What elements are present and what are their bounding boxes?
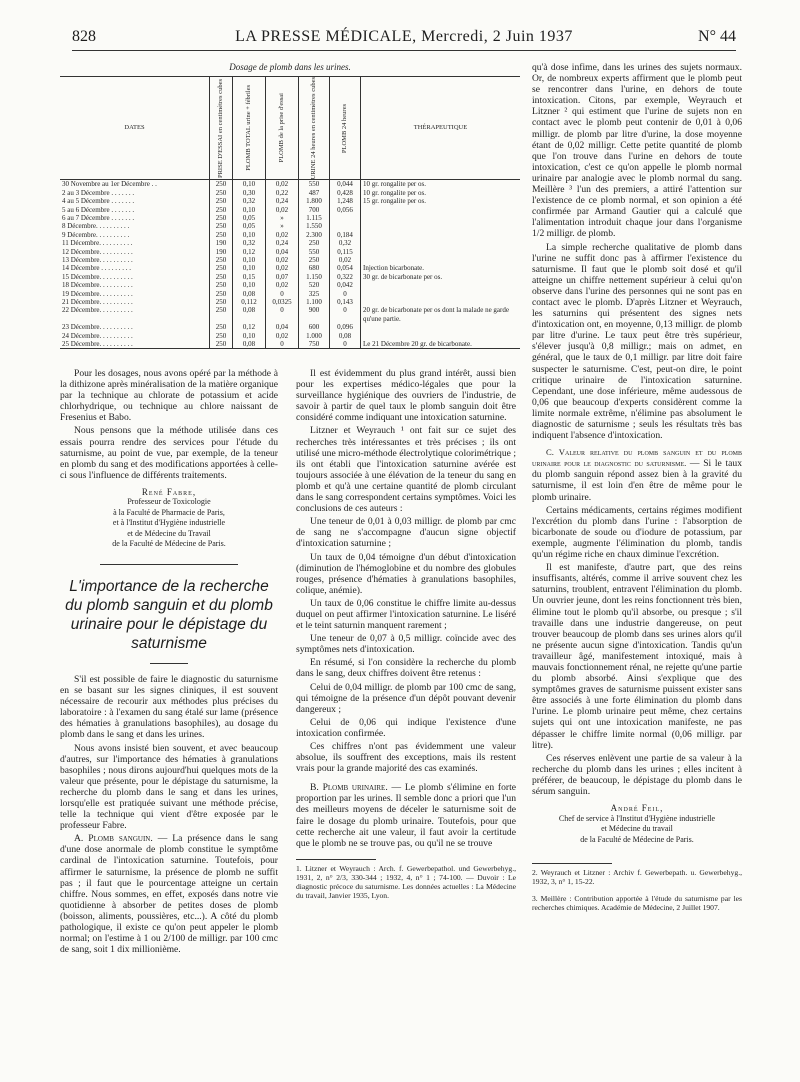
cell-plomb-total: 0,30 [233, 189, 266, 197]
cell-prise: 250 [210, 323, 233, 331]
table-row [60, 248, 520, 256]
page-header [72, 28, 736, 51]
cell-plomb: 0,24 [266, 239, 299, 247]
cell-therapeutique: 20 gr. de bicarbonate per os dont la malade ne garde qu'une partie. [361, 306, 521, 323]
table-row [60, 189, 520, 197]
cell-date: 13 Décembre. . . . . . . . . . [62, 256, 133, 264]
cell-date: 18 Décembre. . . . . . . . . . [62, 281, 133, 290]
cell-plomb24: 0 [330, 306, 361, 323]
table-row [60, 323, 520, 331]
table-caption: Dosage de plomb dans les urines. [229, 62, 351, 72]
cell-plomb: 0,04 [266, 248, 299, 256]
paragraph-insiste: Nous avons insisté bien souvent, et avec beaucoup d'autres, sur l'importance des hématies à granulations basophiles ; nous dirons aujourd'hui quelques mots de la valeur que présente, pour le dépistage du saturnisme, la recherche du plomb dans le sang et dans les urines, lorsqu'elle est pratiquée suivant une méthode précise, telle la technique qui vient d'être exposée par le professeur Fabre. [60, 742, 278, 832]
table-row [60, 332, 520, 340]
table-body [60, 180, 520, 349]
cell-date: 21 Décembre. . . . . . . . . . [62, 298, 133, 307]
cell-therapeutique [361, 332, 521, 340]
cell-therapeutique: Injection bicarbonate. [361, 264, 521, 272]
column-2 [296, 368, 516, 907]
section-c-valeur-relative: C. Valeur relative du plomb sanguin et du plomb urinaire pour le diagnostic du saturnisme. — Si le taux du plomb sanguin répond assez bien à la gravité du saturnisme, il est loin d'en être de même pour le plomb urinaire. [532, 447, 742, 503]
cell-plomb: 0,24 [266, 197, 299, 205]
cell-plomb-total: 0,10 [233, 206, 266, 214]
cell-plomb: 0,07 [266, 273, 299, 281]
cell-date: 23 Décembre. . . . . . . . . . [62, 323, 133, 332]
table-row [60, 231, 520, 239]
col-header-plomb-total: PLOMB TOTAL urine + fébriles [233, 77, 266, 180]
cell-plomb-total: 0,112 [233, 298, 266, 306]
signature-fabre: René Fabre, Professeur de Toxicologie à la Faculté de Pharmacie de Paris, et à l'Institut d'Hygiène industrielle et de Médecine du Travail de la Faculté de Médecine de Paris. [112, 486, 226, 549]
cell-urine: 250 [299, 256, 330, 264]
cell-prise: 250 [210, 231, 233, 239]
column-1 [60, 368, 278, 955]
cell-plomb-total: 0,12 [233, 323, 266, 331]
cell-prise: 250 [210, 206, 233, 214]
col-header-plomb: PLOMB de la prise d'essai [266, 77, 299, 180]
cell-prise: 190 [210, 239, 233, 247]
cell-plomb: 0 [266, 306, 299, 323]
cell-plomb-total: 0,10 [233, 332, 266, 340]
cell-plomb24 [330, 222, 361, 230]
cell-plomb24: 0,042 [330, 281, 361, 289]
cell-plomb-total: 0,12 [233, 248, 266, 256]
cell-plomb-total: 0,32 [233, 197, 266, 205]
paragraph-resume: En résumé, si l'on considère la recherche du plomb dans le sang, deux chiffres doivent être retenus : [296, 657, 516, 680]
cell-therapeutique: 10 gr. rongalite per os. [361, 189, 521, 197]
paragraph-taux-006: Un taux de 0,06 constitue le chiffre limite au-dessus duquel on peut affirmer l'intoxication saturnine. Le liséré et le teint saturnin manquent rarement ; [296, 597, 516, 632]
col-header-dates: DATES [60, 77, 210, 180]
cell-plomb-total: 0,05 [233, 214, 266, 222]
cell-plomb: 0,02 [266, 206, 299, 214]
cell-date: 4 au 5 Décembre . . . . . . . [62, 197, 135, 206]
cell-therapeutique [361, 256, 521, 264]
paragraph-reserves: Ces chiffres n'ont pas évidemment une valeur absolue, ils souffrent des exceptions, mais ils restent vrais pour la grande majorité des cas examinés. [296, 741, 516, 775]
cell-plomb: 0,04 [266, 323, 299, 331]
cell-plomb24: 0,056 [330, 206, 361, 214]
cell-date: 11 Décembre. . . . . . . . . . [62, 239, 133, 248]
paragraph-teneur-007: Une teneur de 0,07 à 0,5 milligr. coïncide avec des symptômes nets d'intoxication. [296, 633, 516, 656]
cell-urine: 680 [299, 264, 330, 272]
cell-prise: 250 [210, 214, 233, 222]
cell-therapeutique [361, 214, 521, 222]
cell-date: 14 Décembre . . . . . . . . . [62, 264, 132, 273]
col-header-prise: PRISE D'ESSAI en centimètres cubes [210, 77, 233, 180]
cell-prise: 190 [210, 248, 233, 256]
cell-prise: 250 [210, 290, 233, 298]
paragraph-medicaments: Certains médicaments, certains régimes modifient l'excrétion du plomb dans l'urine : l'absorption de bicarbonate de soude ou d'iodure de potassium, par exemple, augmente l'élimination du plomb, tandis qu'un régime riche en chaux diminue l'excrétion. [532, 504, 742, 561]
cell-date: 5 au 6 Décembre . . . . . . . [62, 205, 135, 214]
cell-date: 8 Décembre. . . . . . . . . . [62, 222, 130, 231]
cell-plomb24: 1,248 [330, 197, 361, 205]
cell-prise: 250 [210, 197, 233, 205]
cell-plomb: 0,02 [266, 332, 299, 340]
table-row [60, 264, 520, 272]
table-row [60, 290, 520, 298]
cell-plomb-total: 0,10 [233, 264, 266, 272]
cell-plomb24: 0,32 [330, 239, 361, 247]
cell-therapeutique: Le 21 Décembre 20 gr. de bicarbonate. [361, 340, 521, 349]
cell-urine: 1.550 [299, 222, 330, 230]
cell-urine: 1.100 [299, 298, 330, 306]
cell-plomb: » [266, 222, 299, 230]
cell-plomb-total: 0,08 [233, 306, 266, 323]
col-header-therapeutique: THÉRAPEUTIQUE [361, 77, 521, 180]
cell-prise: 250 [210, 306, 233, 323]
table-row [60, 281, 520, 289]
cell-therapeutique: 10 gr. rongalite per os. [361, 180, 521, 189]
cell-urine: 750 [299, 340, 330, 349]
cell-prise: 250 [210, 298, 233, 306]
cell-plomb24: 0,02 [330, 256, 361, 264]
lead-dosage-table [60, 76, 520, 349]
cell-urine: 1.000 [299, 332, 330, 340]
cell-prise: 250 [210, 180, 233, 189]
cell-plomb24: 0,143 [330, 298, 361, 306]
cell-plomb24: 0,096 [330, 323, 361, 331]
cell-urine: 1.800 [299, 197, 330, 205]
paragraph-conclusion: Ces réserves enlèvent une partie de sa valeur à la recherche du plomb dans les urines ; elles incitent à préférer, de beaucoup, le dépistage du plomb dans le sérum sanguin. [532, 752, 742, 797]
table-row [60, 206, 520, 214]
cell-date: 2 au 3 Décembre . . . . . . . [62, 188, 135, 197]
cell-plomb24: 0,322 [330, 273, 361, 281]
cell-plomb24: 0 [330, 340, 361, 349]
paragraph-chiffre-006: Celui de 0,06 qui indique l'existence d'une intoxication confirmée. [296, 716, 516, 739]
cell-urine: 250 [299, 239, 330, 247]
section-a-plomb-sanguin: A. Plomb sanguin. — La présence dans le sang d'une dose anormale de plomb constitue le symptôme cardinal de l'intoxication saturnine. Toutefois, pour affirmer le saturnisme, la présence de plomb ne suffit pas ; il faut que le pourcentage atteigne un certain chiffre. Nous sommes, en effet, exposés dans notre vie quotidienne à absorber de petites doses de plomb (boisson, aliments, poussières, etc...). A côté du plomb pathologique, il existe ce qu'on peut appeler le plomb normal; on l'estime à 1 ou 2/100 de milligr. par 100 cmc de sang, soit 1 dix millionième. [60, 833, 278, 956]
cell-therapeutique [361, 239, 521, 247]
table-row [60, 340, 520, 349]
cell-plomb: 0 [266, 340, 299, 349]
paragraph-interet: Il est évidemment du plus grand intérêt, aussi bien pour les expertises médico-légales que pour la surveillance hygiénique des ouvriers de l'industrie, de savoir à partir de quel taux le plomb sanguin doit être considéré comme indiquant une intoxication saturnine. [296, 368, 516, 424]
footnote-2: 2. Weyrauch et Litzner : Archiv f. Gewerbepath. u. Gewerbehyg., 1932, 3, n° 1, 15-22. [532, 868, 742, 887]
cell-therapeutique [361, 298, 521, 306]
cell-plomb: 0,02 [266, 180, 299, 189]
cell-prise: 250 [210, 332, 233, 340]
paragraph-litzner: Litzner et Weyrauch ¹ ont fait sur ce sujet des recherches très intéressantes et très précises ; ils ont utilisé une micro-méthode électrolytique colorimétrique ; ils ont établi que l'intoxication saturnine avérée est toujours associée à une élévation de la teneur du sang en plomb et qu'à une certaine quantité de plomb circulant dans le sang correspondent certains symptômes. Voici les conclusions de ces auteurs : [296, 425, 516, 515]
cell-date: 9 Décembre. . . . . . . . . . [62, 230, 130, 239]
paragraph-teneur-001: Une teneur de 0,01 à 0,03 milligr. de plomb par cmc de sang ne s'accompagne d'aucun signe objectif d'intoxication saturnine ; [296, 516, 516, 550]
cell-plomb: 0,02 [266, 256, 299, 264]
cell-urine: 1.115 [299, 214, 330, 222]
cell-plomb-total: 0,08 [233, 340, 266, 349]
table-row [60, 273, 520, 281]
paragraph-taux-004: Un taux de 0,04 témoigne d'un début d'intoxication (diminution de l'hémoglobine et du nombre des globules rouges, présence d'hématies à granulations basophiles, colique, anémie). [296, 551, 516, 596]
journal-title: LA PRESSE MÉDICALE, Mercredi, 2 Juin 1937 [235, 28, 573, 45]
cell-plomb24: 0,08 [330, 332, 361, 340]
cell-prise: 250 [210, 189, 233, 197]
footnote-3: 3. Meillère : Contribution apportée à l'étude du saturnisme par les recherches chimiques. Académie de Médecine, 2 Juillet 1907. [532, 893, 742, 912]
table-row [60, 256, 520, 264]
cell-urine: 520 [299, 281, 330, 289]
signature-feil: André Feil, Chef de service à l'Institut d'Hygiène industrielle et Médecine du travail de la Faculté de Médecine de Paris. [558, 803, 716, 844]
article-title: L'importance de la recherche du plomb sanguin et du plomb urinaire pour le dépistage du saturnisme [65, 577, 273, 652]
cell-plomb: 0 [266, 290, 299, 298]
cell-plomb24: 0,184 [330, 231, 361, 239]
cell-prise: 250 [210, 222, 233, 230]
cell-urine: 2.300 [299, 231, 330, 239]
cell-therapeutique [361, 281, 521, 289]
section-b-plomb-urinaire: B. Plomb urinaire. — Le plomb s'élimine en forte proportion par les urines. Il semble donc a priori que l'un des meilleurs moyens de déceler le saturnisme soit de faire le dosage du plomb urinaire. Toutefois, pour que cette recherche ait une valeur, il faut avoir la certitude que le plomb ne se trouve pas, ou qu'il ne se trouve [296, 782, 516, 849]
paragraph-reins: Il est manifeste, d'autre part, que des reins insuffisants, altérés, comme il arrive souvent chez les saturnins, troublent, entravent l'élimination du plomb. Un ouvrier jeune, dont les reins fonctionnent très bien, élimine tout le plomb qu'il absorbe, ou presque ; s'il travaille dans une industrie dangereuse, on peut trouver beaucoup de plomb dans ses urines alors qu'il ne présente aucun signe d'intoxication. Tandis qu'un travailleur âgé, manifestement intoxiqué, mais à mauvais fonctionnement rénal, ne rejette qu'une partie du plomb absorbé. Ainsi s'explique que des symptômes graves de saturnisme puissent exister sans être associés à une forte élimination du plomb dans l'urine. Le plomb urinaire peut même, chez certains sujets qui ont une intoxication manifeste, ne pas dépasser le chiffre limite normal (0,06 milligr. par litre). [532, 562, 742, 751]
cell-therapeutique [361, 206, 521, 214]
col-header-urine: URINE 24 heures en centimètres cubes [299, 77, 330, 180]
cell-date: 30 Novembre au 1er Décembre . . [62, 180, 157, 189]
paragraph-intro: S'il est possible de faire le diagnostic du saturnisme en se basant sur les signes cliniques, il est souvent nécessaire de recourir aux méthodes plus précises du laboratoire : à l'examen du sang étalé sur lame (présence des hématies à granulations basophiles), au dosage du plomb dans le sang et dans les urines. [60, 673, 278, 741]
cell-plomb-total: 0,10 [233, 281, 266, 289]
cell-prise: 250 [210, 340, 233, 349]
paragraph-dosages: Pour les dosages, nous avons opéré par la méthode à la dithizone après minéralisation de la matière organique par la technique au chlorate de potassium et acide chlorhydrique, ou technique au chlore naissant de Fresenius et Babo. [60, 368, 278, 424]
cell-plomb24: 0 [330, 290, 361, 298]
cell-urine: 550 [299, 248, 330, 256]
cell-therapeutique [361, 222, 521, 230]
cell-urine: 900 [299, 306, 330, 323]
cell-plomb24: 0,054 [330, 264, 361, 272]
table-row [60, 306, 520, 323]
cell-plomb24: 0,115 [330, 248, 361, 256]
cell-plomb: 0,02 [266, 264, 299, 272]
table-row [60, 214, 520, 222]
cell-plomb: » [266, 214, 299, 222]
issue-number: N° 44 [698, 28, 736, 45]
cell-urine: 325 [299, 290, 330, 298]
cell-date: 24 Décembre. . . . . . . . . . [62, 331, 133, 340]
lead-dosage-table-block [60, 62, 520, 349]
cell-urine: 550 [299, 180, 330, 189]
table-row [60, 222, 520, 230]
cell-plomb24: 0,428 [330, 189, 361, 197]
cell-plomb24 [330, 214, 361, 222]
table-row [60, 298, 520, 306]
cell-plomb-total: 0,15 [233, 273, 266, 281]
cell-plomb-total: 0,05 [233, 222, 266, 230]
table-row [60, 180, 520, 189]
cell-therapeutique: 30 gr. de bicarbonate per os. [361, 273, 521, 281]
cell-prise: 250 [210, 264, 233, 272]
cell-plomb-total: 0,10 [233, 180, 266, 189]
page-number: 828 [72, 28, 96, 45]
cell-prise: 250 [210, 281, 233, 289]
cell-date: 15 Décembre. . . . . . . . . . [62, 272, 133, 281]
table-row [60, 197, 520, 205]
cell-plomb-total: 0,32 [233, 239, 266, 247]
cell-therapeutique [361, 248, 521, 256]
cell-plomb-total: 0,10 [233, 231, 266, 239]
cell-plomb: 0,0325 [266, 298, 299, 306]
cell-prise: 250 [210, 273, 233, 281]
cell-therapeutique [361, 231, 521, 239]
col-header-plomb24: PLOMB 24 heures [330, 77, 361, 180]
cell-plomb-total: 0,08 [233, 290, 266, 298]
cell-date: 12 Décembre. . . . . . . . . . [62, 247, 133, 256]
cell-urine: 1.150 [299, 273, 330, 281]
cell-plomb: 0,02 [266, 231, 299, 239]
cell-therapeutique: 15 gr. rongalite per os. [361, 197, 521, 205]
table-row [60, 239, 520, 247]
cell-urine: 600 [299, 323, 330, 331]
cell-urine: 487 [299, 189, 330, 197]
cell-plomb: 0,22 [266, 189, 299, 197]
column-3 [532, 62, 742, 919]
cell-date: 25 Décembre. . . . . . . . . . [62, 340, 133, 349]
paragraph-methode: Nous pensons que la méthode utilisée dans ces essais pourra rendre des services pour l'étude du saturnisme, au point de vue, par exemple, de la teneur en plomb du sang et des modifications apportées à celle-ci sous l'influence de différents traitements. [60, 425, 278, 481]
cell-plomb24: 0,044 [330, 180, 361, 189]
paragraph-chiffre-004: Celui de 0,04 milligr. de plomb par 100 cmc de sang, qui témoigne de la présence d'un dépôt pouvant devenir dangereux ; [296, 681, 516, 715]
cell-therapeutique [361, 290, 521, 298]
cell-urine: 700 [299, 206, 330, 214]
cell-date: 22 Décembre. . . . . . . . . . [62, 306, 133, 315]
cell-plomb-total: 0,10 [233, 256, 266, 264]
cell-date: 19 Décembre. . . . . . . . . . [62, 289, 133, 298]
paragraph-dose-infime: qu'à dose infime, dans les urines des sujets normaux. Or, de nombreux experts affirment que le plomb peut se rencontrer dans l'urine, en dehors de toute intoxication. Citons, par exemple, Weyrauch et Litzner ² qui estiment que l'urine de sujets non en contact avec le plomb peut contenir de 0,01 à 0,06 milligr. de plomb par litre d'urine, la dose moyenne étant de 0,02 milligr. Cette petite quantité de plomb que l'on trouve dans l'urine en dehors de toute intoxication, c'est ce qu'on appelle le plomb normal urinaire par analogie avec le plomb normal du sang. Meillère ³ l'un des premiers, a attiré l'attention sur l'existence de ce plomb normal, et son opinion a été confirmée par Armand Gautier qui a calculé que l'alimentation introduit chaque jour dans l'organisme 1/2 milligr. de plomb. [532, 62, 742, 240]
cell-plomb: 0,02 [266, 281, 299, 289]
cell-therapeutique [361, 323, 521, 331]
footnote-1: 1. Litzner et Weyrauch : Arch. f. Gewerbepathol. und Gewerbehyg., 1931, 2, n° 2/3, 330-344 ; 1932, 4, n° 1 ; 74-100. — Duvoir : Le diagnostic précoce du saturnisme. Les données actuelles : La Médecine du travail, Janvier 1935, Lyon. [296, 863, 516, 900]
paragraph-recherche-qualitative: La simple recherche qualitative de plomb dans l'urine ne suffit donc pas à affirmer l'existence du saturnisme. Il faut que le plomb soit dosé et qu'il atteigne un chiffre nettement supérieur à celui qu'on observe dans l'urine des personnes qui ne sont pas en contact avec le plomb. D'après Litzner et Weyrauch, les saturnins qui présentent des signes nets d'intoxication ont, en moyenne, 0,13 milligr. de plomb par litre d'urine. Le taux peut être très supérieur, s'élever jusqu'à 0,8 milligr.; mais on admet, en général, que le taux de 0,1 milligr. par litre doit faire suspecter le saturnisme. C'est, peut-on dire, le point critique urinaire de l'intoxication saturnine. Cependant, une dose inférieure, même audessous de 0,06 que beaucoup d'experts considèrent comme la limite normale extrême, n'élimine pas absolument le diagnostic de saturnisme ; seuls les résultats très bas indiquent l'absence d'intoxication. [532, 241, 742, 442]
cell-prise: 250 [210, 256, 233, 264]
cell-date: 6 au 7 Décembre . . . . . . . [62, 213, 135, 222]
